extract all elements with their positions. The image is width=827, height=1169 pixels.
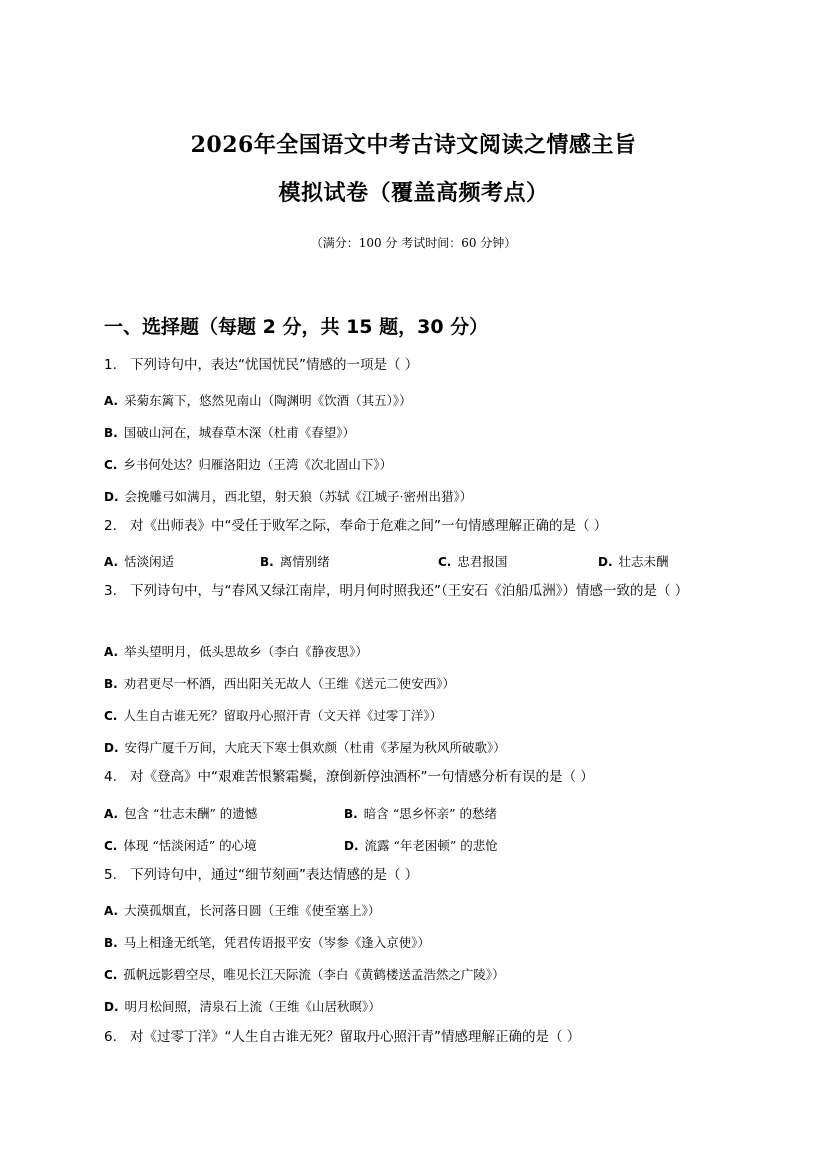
option-text: 孤帆远影碧空尽，唯见长江天际流（李白《黄鹤楼送孟浩然之广陵》） <box>123 967 505 982</box>
question-stem: 下列诗句中，表达“忧国忧民”情感的一项是（ ） <box>130 357 419 373</box>
question-number: 4. <box>104 769 117 785</box>
option-label: A. <box>104 807 119 821</box>
option-label: C. <box>104 709 118 723</box>
option-label: D. <box>344 839 359 853</box>
section-heading: 一、选择题（每题 2 分，共 15 题，30 分） <box>104 316 489 338</box>
option-text: 举头望明月，低头思故乡（李白《静夜思》） <box>124 644 368 659</box>
option-label: B. <box>260 555 274 569</box>
option-text: 国破山河在，城春草木深（杜甫《春望》） <box>123 425 355 440</box>
option-label: B. <box>104 936 118 950</box>
option-label: C. <box>104 968 118 982</box>
question-number: 3. <box>104 583 117 599</box>
option-label: B. <box>104 426 118 440</box>
question-number: 6. <box>104 1029 117 1045</box>
option-text: 暗含 “思乡怀亲” 的愁绪 <box>363 806 497 821</box>
option-label: D. <box>104 1000 119 1014</box>
option-label: A. <box>104 394 119 408</box>
question-stem: 下列诗句中，通过“细节刻画”表达情感的是（ ） <box>130 867 419 883</box>
exam-meta: （满分：100 分 考试时间：60 分钟） <box>310 236 517 250</box>
question-stem: 对《出师表》中“受任于败军之际，奉命于危难之间”一句情感理解正确的是（ ） <box>130 518 608 534</box>
option-label: A. <box>104 555 119 569</box>
option-5b[interactable] <box>104 933 430 951</box>
question-stem: 对《过零丁洋》“人生自古谁无死？留取丹心照汗青”情感理解正确的是（ ） <box>130 1029 581 1045</box>
option-5d[interactable] <box>104 997 381 1015</box>
option-text: 流露 “年老困顿” 的悲怆 <box>364 838 498 853</box>
option-label: A. <box>104 904 119 918</box>
option-label: D. <box>104 490 119 504</box>
option-row-4b <box>104 836 724 854</box>
option-text: 忠君报国 <box>457 554 508 569</box>
option-label: C. <box>438 555 452 569</box>
option-label: D. <box>598 555 613 569</box>
option-4c[interactable] <box>104 836 257 854</box>
option-text: 马上相逢无纸笔，凭君传语报平安（岑参《逢入京使》） <box>123 935 430 950</box>
option-1c[interactable] <box>104 455 392 473</box>
question-number: 1. <box>104 357 117 373</box>
question-stem: 对《登高》中“艰难苦恨繁霜鬓，潦倒新停浊酒杯”一句情感分析有误的是（ ） <box>130 769 594 785</box>
option-label: C. <box>104 839 118 853</box>
option-text: 离情别绪 <box>279 554 330 569</box>
option-3a[interactable] <box>104 642 368 660</box>
option-text: 乡书何处达？归雁洛阳边（王湾《次北固山下》） <box>123 457 393 472</box>
option-5a[interactable] <box>104 901 380 919</box>
option-1b[interactable] <box>104 423 355 441</box>
question-3 <box>104 578 734 604</box>
question-number: 5. <box>104 867 117 883</box>
question-1 <box>104 352 734 378</box>
option-2a[interactable] <box>104 552 174 570</box>
option-row-2 <box>104 552 724 570</box>
option-1a[interactable] <box>104 391 412 409</box>
option-text: 采菊东篱下，悠然见南山（陶渊明《饮酒（其五）》） <box>124 393 412 408</box>
option-text: 包含 “壮志未酬” 的遗憾 <box>124 806 258 821</box>
option-2b[interactable] <box>260 552 330 570</box>
question-5 <box>104 862 734 888</box>
option-4b[interactable] <box>344 804 497 822</box>
option-label: C. <box>104 458 118 472</box>
option-text: 劝君更尽一杯酒，西出阳关无故人（王维《送元二使安西》） <box>123 676 455 691</box>
option-text: 壮志未酬 <box>618 554 669 569</box>
option-3d[interactable] <box>104 738 506 756</box>
option-3c[interactable] <box>104 706 442 724</box>
option-text: 大漠孤烟直，长河落日圆（王维《使至塞上》） <box>124 903 381 918</box>
option-row-4a <box>104 804 724 822</box>
option-3b[interactable] <box>104 674 455 692</box>
option-text: 恬淡闲适 <box>124 554 175 569</box>
question-stem: 下列诗句中，与“春风又绿江南岸，明月何时照我还”（王安石《泊船瓜洲》）情感一致的是（ ） <box>130 583 689 599</box>
option-label: A. <box>104 645 119 659</box>
page-subtitle: 模拟试卷（覆盖高频考点） <box>278 180 549 206</box>
option-4a[interactable] <box>104 804 257 822</box>
option-4d[interactable] <box>344 836 498 854</box>
option-label: B. <box>104 677 118 691</box>
page-title: 2026年全国语文中考古诗文阅读之情感主旨 <box>190 132 637 158</box>
option-1d[interactable] <box>104 487 472 505</box>
question-number: 2. <box>104 518 117 534</box>
option-text: 会挽雕弓如满月，西北望，射天狼（苏轼《江城子·密州出猎》） <box>124 489 473 504</box>
option-text: 人生自古谁无死？留取丹心照汗青（文天祥《过零丁洋》） <box>123 708 443 723</box>
question-6 <box>104 1024 734 1050</box>
option-text: 安得广厦千万间，大庇天下寒士俱欢颜（杜甫《茅屋为秋风所破歌》） <box>124 740 506 755</box>
option-2c[interactable] <box>438 552 507 570</box>
option-text: 体现 “恬淡闲适” 的心境 <box>123 838 257 853</box>
question-2 <box>104 513 734 539</box>
option-text: 明月松间照，清泉石上流（王维《山居秋暝》） <box>124 999 381 1014</box>
option-label: B. <box>344 807 358 821</box>
question-4 <box>104 764 734 790</box>
option-5c[interactable] <box>104 965 505 983</box>
option-2d[interactable] <box>598 552 669 570</box>
option-label: D. <box>104 741 119 755</box>
